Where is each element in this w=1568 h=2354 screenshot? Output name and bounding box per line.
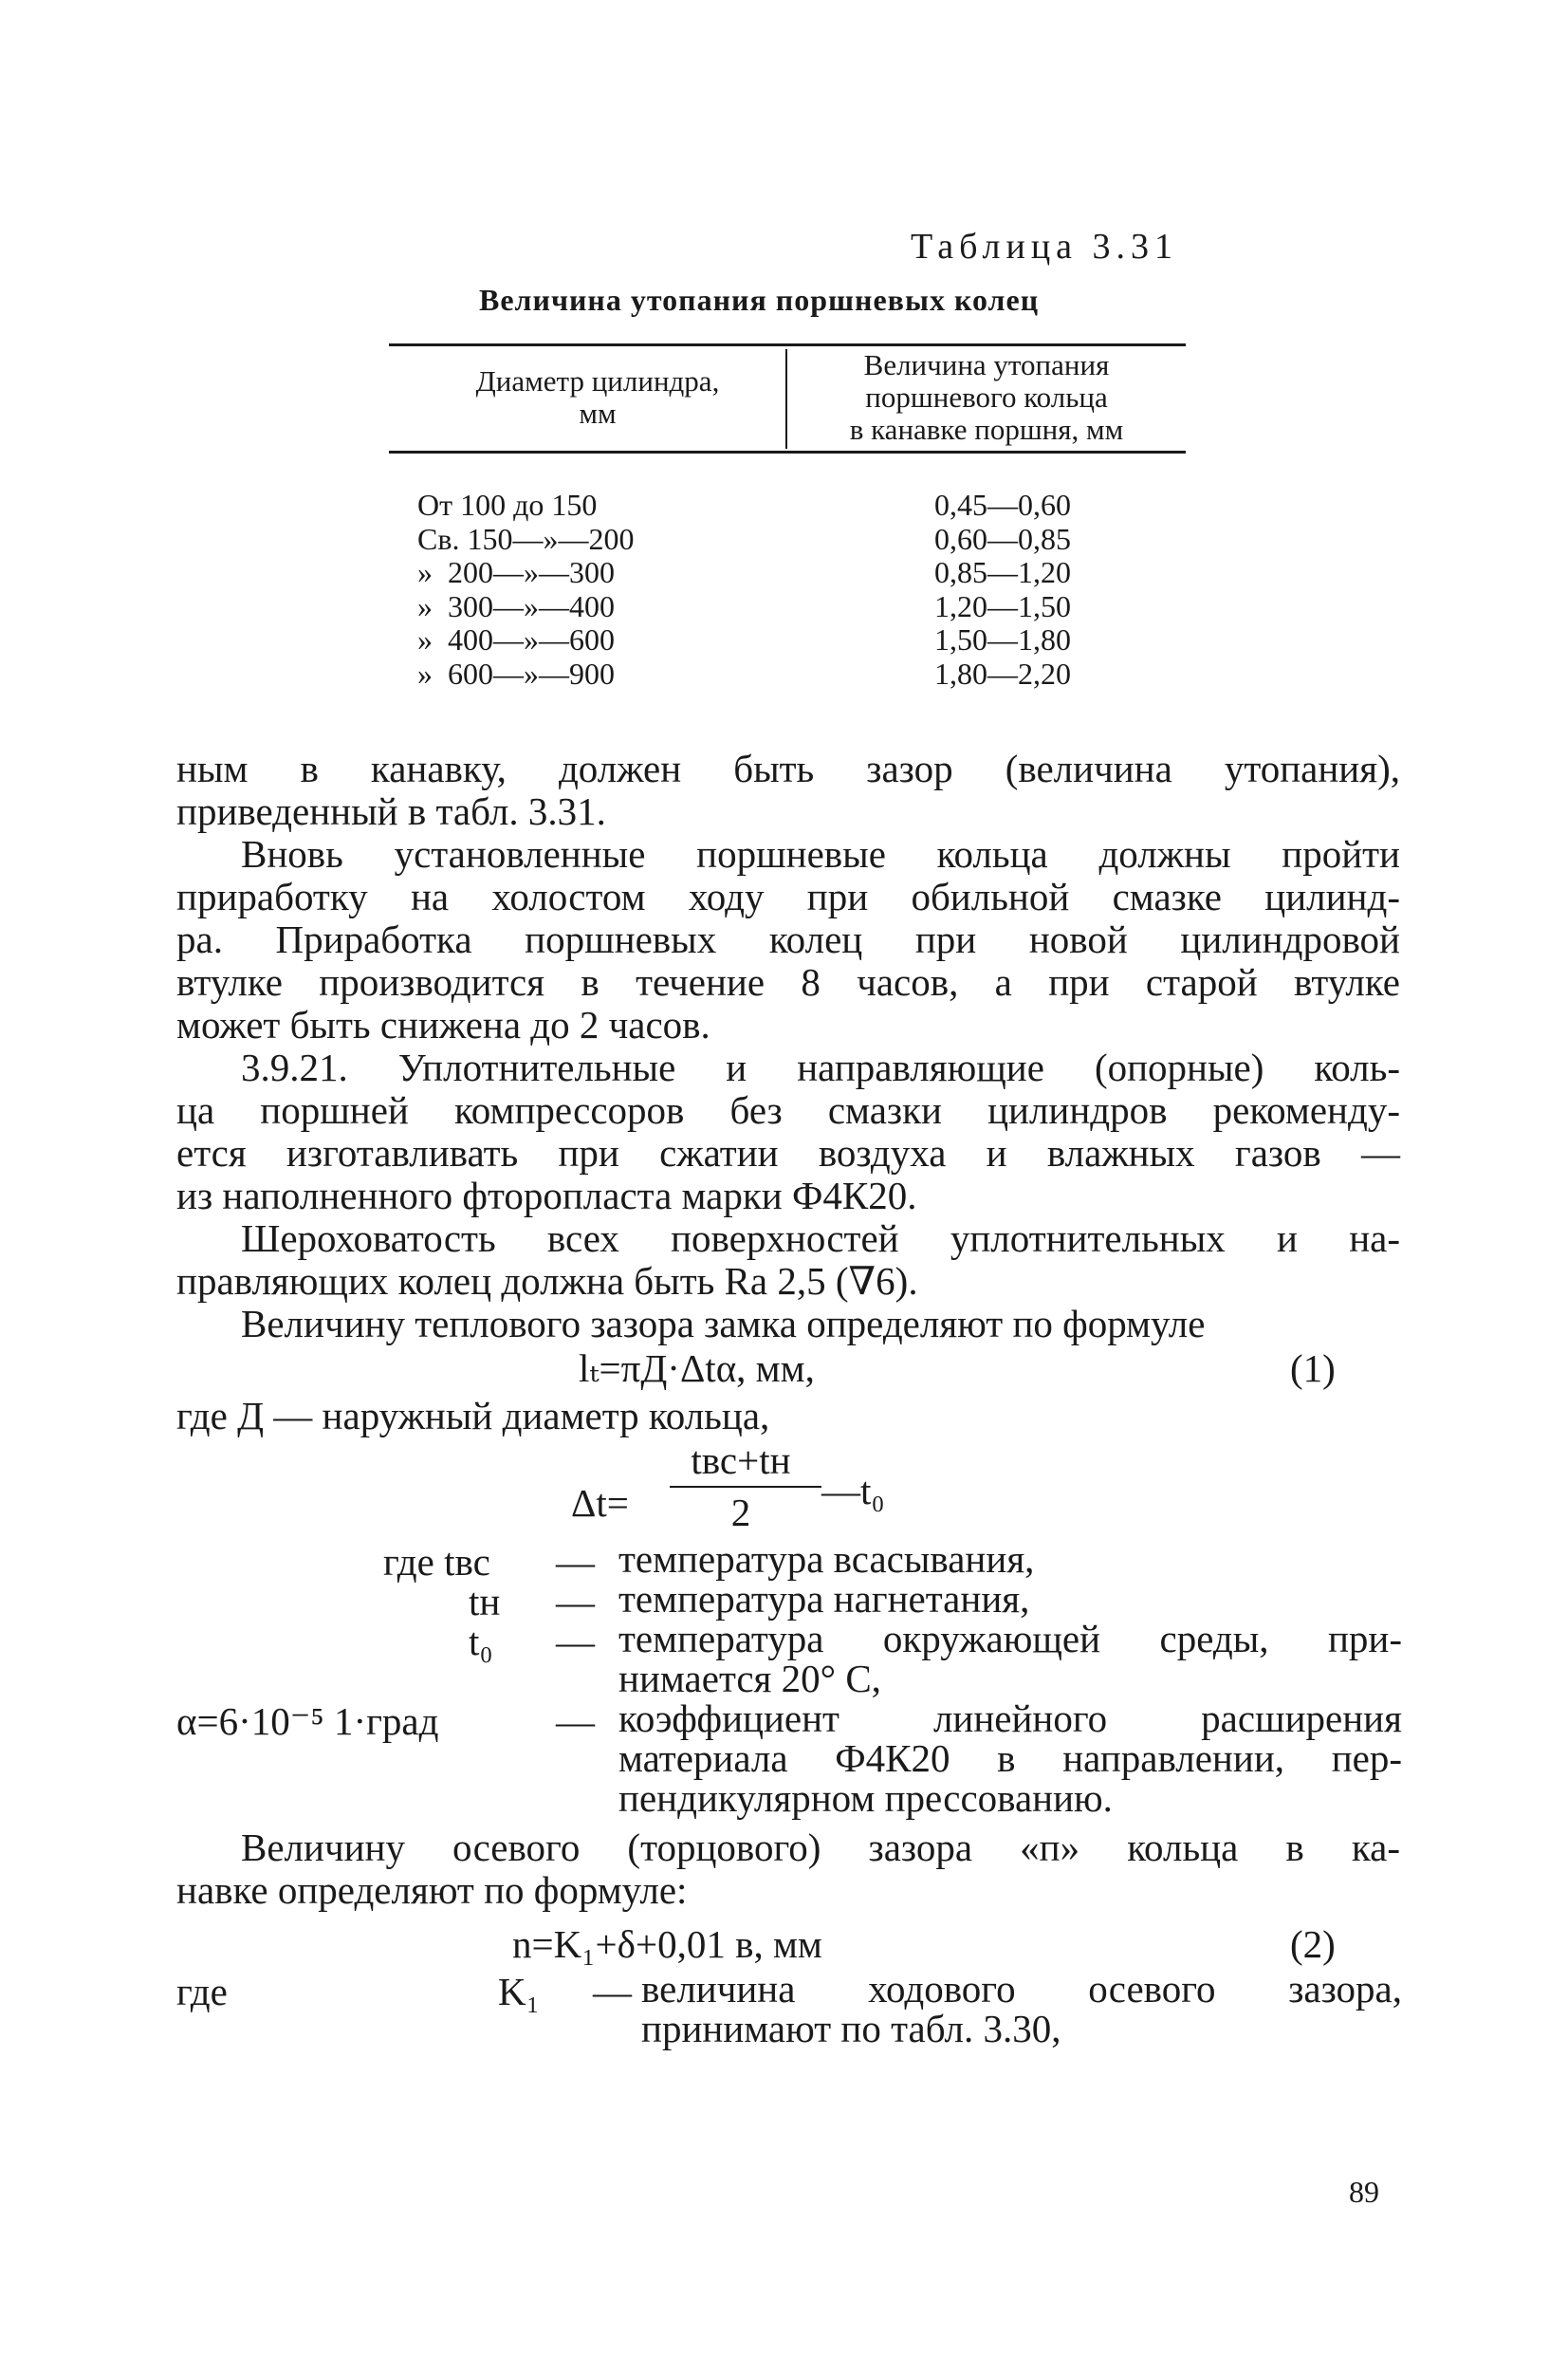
def-dash: — [556,1699,595,1743]
formula-dt-numerator: tвс+tн [691,1438,791,1482]
table-cell: » 200—»—300 [417,555,615,589]
text-line: Шероховатость всех поверхностей уплотнительных и на- [241,1216,1400,1260]
table-cell: 1,80—2,20 [934,656,1071,691]
table-cell: Св. 150—»—200 [417,521,635,556]
table-label: Таблица 3.31 [911,227,1179,267]
paragraph-6 [176,1826,1400,1912]
def-label-alpha: α=6·10⁻⁵ 1·град [176,1699,439,1743]
formula-2-number: (2) [1290,1922,1336,1966]
table-cell: 0,60—0,85 [934,521,1071,556]
text-line: приработку на холостом ходу при обильной смазке цилинд- [176,875,1400,918]
def-text-k: величина ходового осевого зазора, принимают по табл. 3.30, [641,1967,1402,2050]
def-dash: — [556,1540,595,1584]
table-cell: 0,45—0,60 [934,488,1071,522]
formula-dt-rhs: —t₀ [821,1469,885,1512]
where-d-line: где Д — наружный диаметр кольца, [176,1394,770,1437]
def-text-t0: температура окружающей среды, при- нимается 20° С, [618,1617,1402,1700]
def-label-tn: tн [469,1580,501,1623]
formula-dt-lhs: Δt= [571,1481,629,1525]
paragraph-3 [176,1047,1400,1217]
table-column-diameter [417,489,634,691]
def-dash: — [556,1580,595,1623]
text-line: Величину осевого (торцового) зазора «п» кольца в ка- [241,1826,1400,1869]
text-line: ным в канавку, должен быть зазор (величина утопания), [176,747,1400,790]
text-line: правляющих колец должна быть Ra 2,5 (∇6). [176,1259,918,1303]
table-cell: » 300—»—400 [417,588,615,623]
paragraph-5 [176,1303,1400,1345]
def-label-tvs: где tвс [383,1540,490,1584]
table-cell: » 600—»—900 [417,656,615,691]
text-line: ра. Приработка поршневых колец при новой цилиндровой [176,918,1400,961]
text-line: Величину теплового зазора замка определяют по формуле [241,1302,1206,1345]
table-caption: Величина утопания поршневых колец [479,283,1040,317]
text-line: ца поршней компрессоров без смазки цилиндров рекоменду- [176,1088,1400,1132]
page-number: 89 [1349,2175,1379,2209]
formula-1: lₜ=πД·Δtα, мм, [579,1346,815,1390]
table-cell: 1,50—1,80 [934,622,1071,657]
text-line: из наполненного фторопласта марки Ф4К20. [176,1174,917,1217]
def-text-tn: температура нагнетания, [618,1577,1030,1621]
table-header-rule [389,451,1186,454]
paragraph-2 [176,833,1400,1047]
text-line: втулке производится в течение 8 часов, а при старой втулке [176,960,1400,1004]
def-text-alpha: коэффициент линейного расширения материала Ф4К20 в направлении, пер- пендикулярном прессованию. [618,1696,1402,1820]
table-header-depth: Величина утопания поршневого кольца в канавке поршня, мм [849,348,1124,446]
table-cell: 0,85—1,20 [934,555,1071,589]
paragraph-1 [176,748,1400,833]
table-cell: 1,20—1,50 [934,588,1071,623]
table-cell: » 400—»—600 [417,622,615,657]
text-line: ется изготавливать при сжатии воздуха и влажных газов — [176,1131,1400,1175]
where-k-label: где [176,1970,228,2013]
def-dash: — [593,1970,632,2013]
table-column-depth [934,489,1071,691]
text-line: 3.9.21. Уплотнительные и направляющие (опорные) коль- [241,1046,1400,1089]
table-column-divider [785,349,787,449]
def-dash: — [556,1620,595,1663]
def-label-t0: t₀ [469,1620,493,1663]
table-top-rule [389,343,1186,346]
def-text-tvs: температура всасывания, [618,1537,1035,1581]
formula-1-number: (1) [1290,1346,1336,1390]
table-header-diameter: Диаметр цилиндра, мм [475,364,720,430]
formula-dt-denominator: 2 [730,1491,751,1534]
text-line: может быть снижена до 2 часов. [176,1003,710,1047]
paragraph-4 [176,1217,1400,1303]
text-line: навке определяют по формуле: [176,1868,688,1912]
table-cell: От 100 до 150 [417,488,598,522]
formula-2: n=K₁+δ+0,01 в, мм [512,1922,822,1966]
text-line: приведенный в табл. 3.31. [176,789,606,833]
fraction-bar [670,1486,821,1488]
text-line: Вновь установленные поршневые кольца должны пройти [241,832,1400,876]
where-k-symbol: K₁ [498,1970,540,2013]
